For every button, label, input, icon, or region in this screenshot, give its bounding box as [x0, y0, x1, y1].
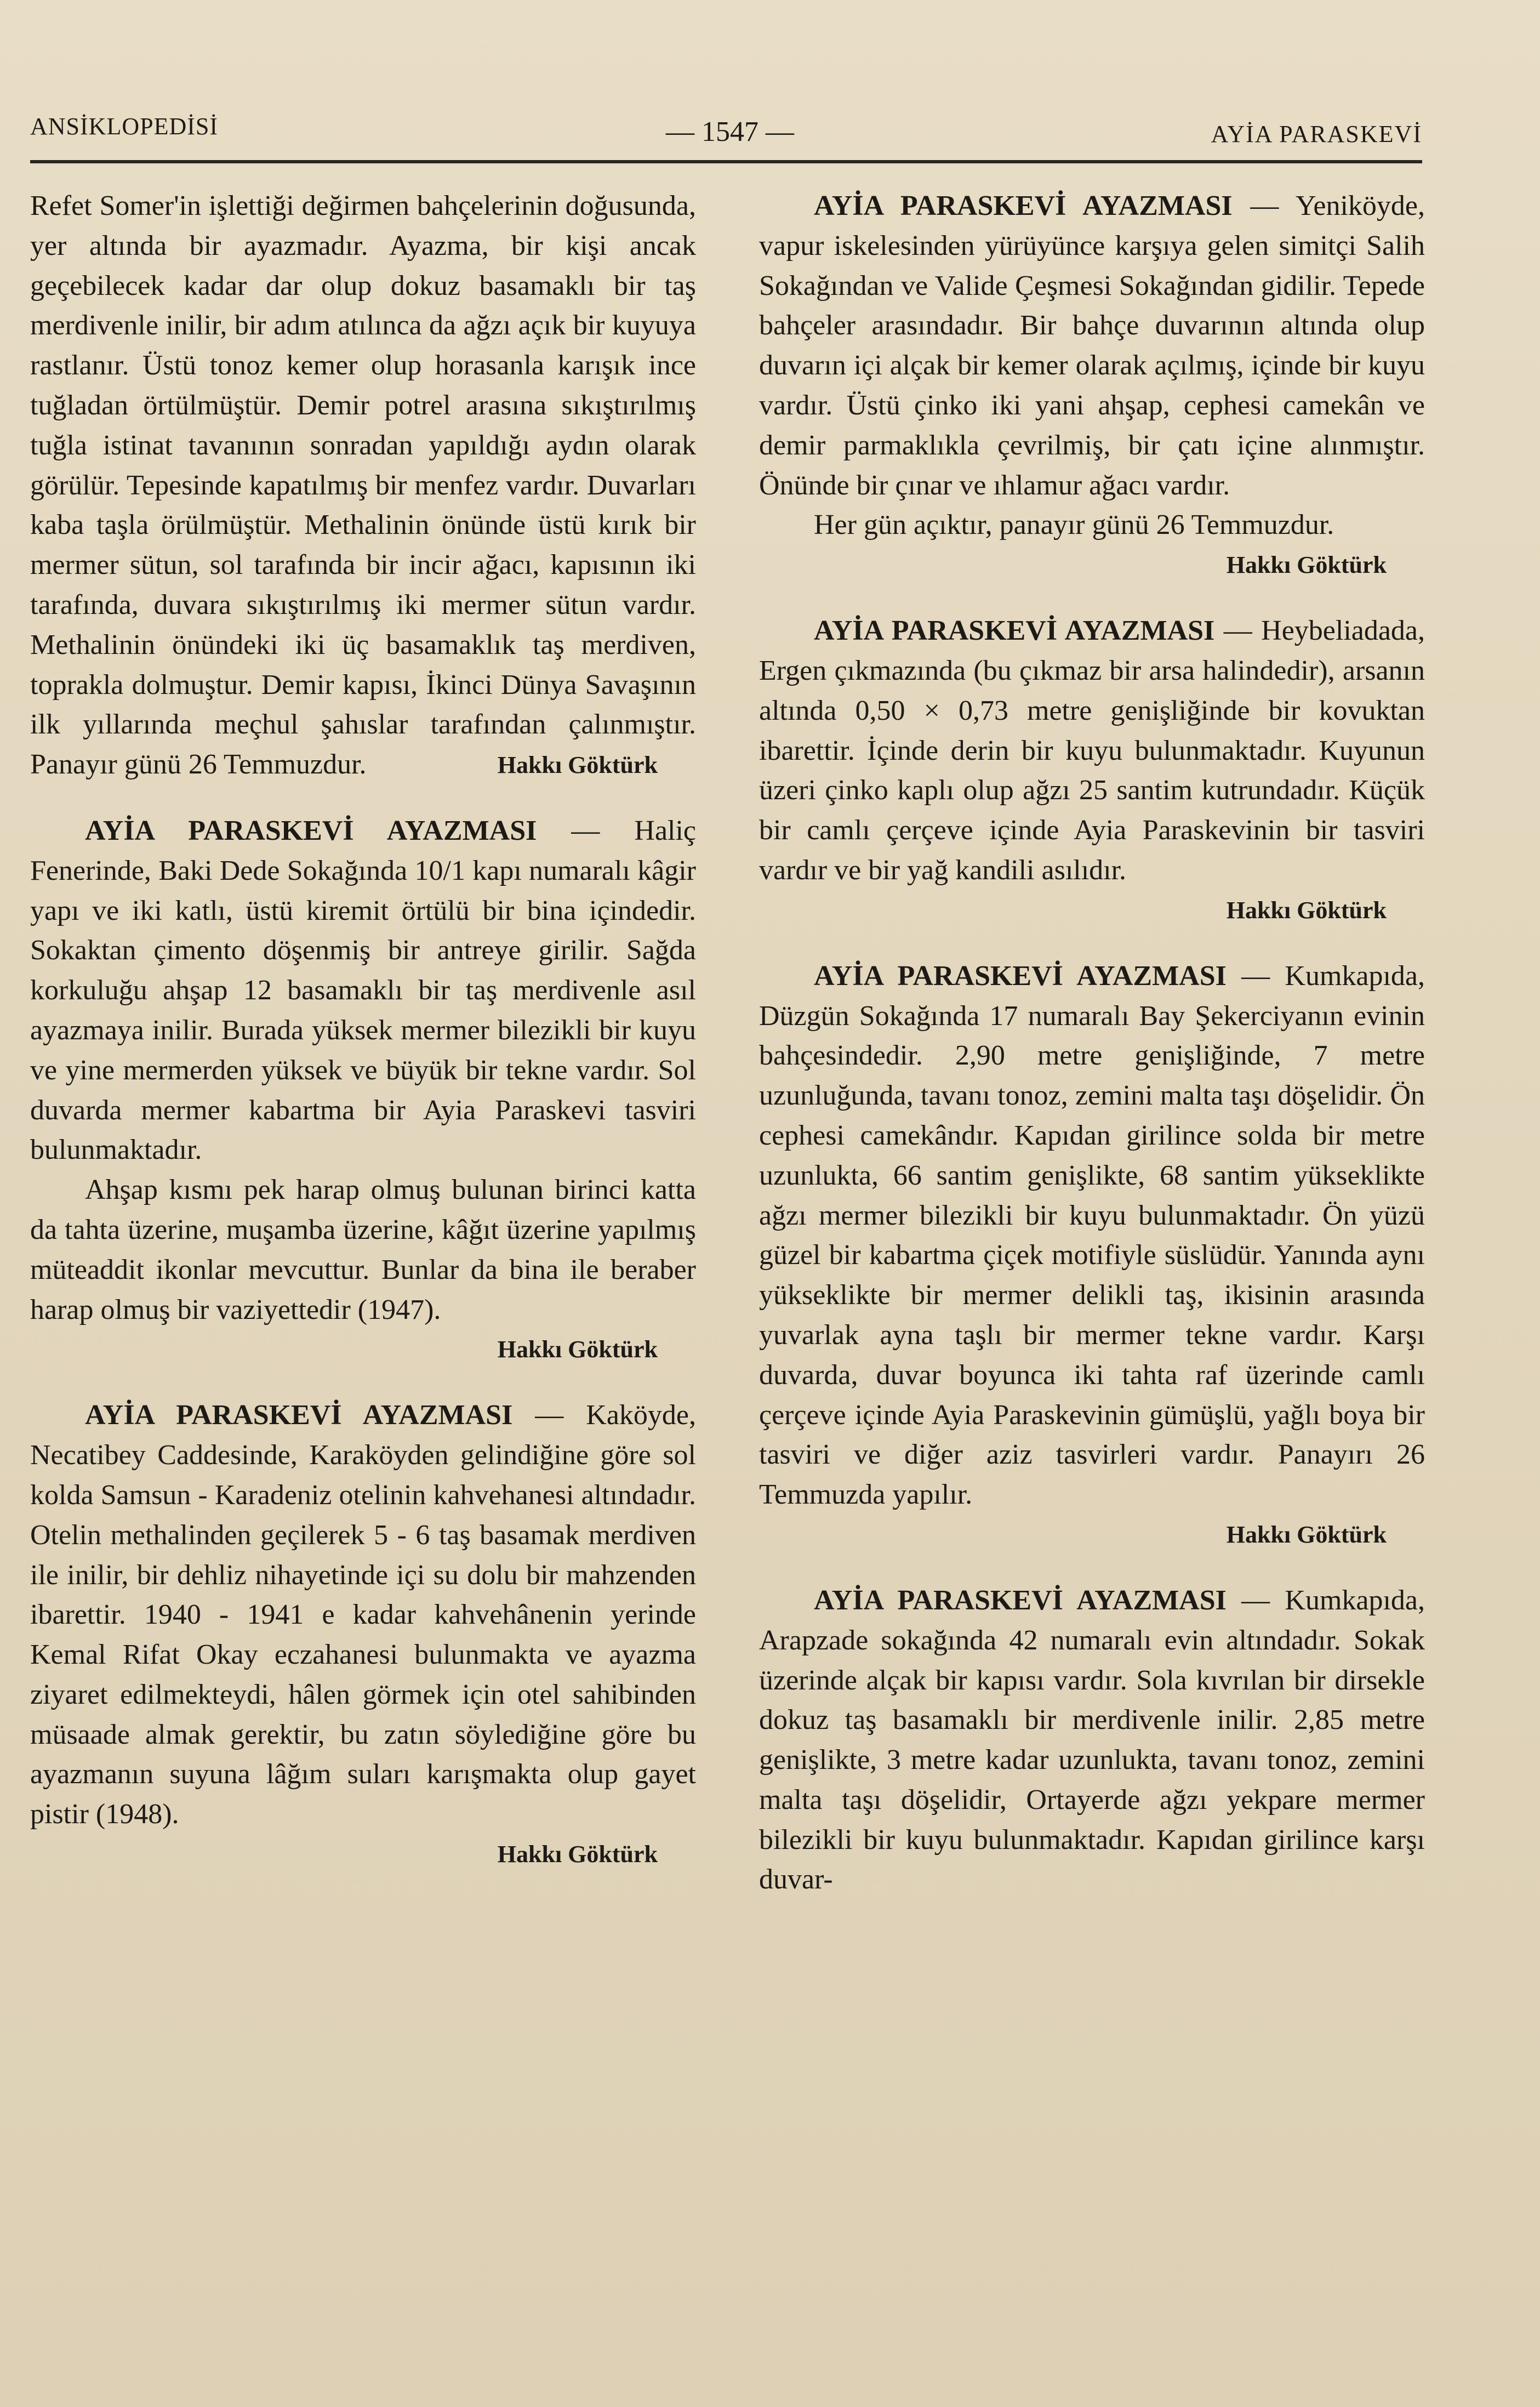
entry-title: AYİA PARASKEVİ AYAZMASI [814, 615, 1215, 647]
entry-body: Kumkapıda, Arapzade sokağında 42 numaralı evin altındadır. Sokak üzerinde alçak bir kapısı vardır. Sola kıvrılan bir dirsekle dokuz taş basamaklı bir merdivenle inilir. 2,85 metre genişlikte, 3 metre kadar uzunlukta, tavanı tonoz, zemini malta taşı döşelidir, Ortayerde ağzı yekpare mermer bilezikli bir kuyu bulunmaktadır. Kapıdan girilince karşı duvar- [759, 1584, 1425, 1896]
entry-kabakoy [30, 1396, 696, 1874]
page-number: — 1547 — [666, 116, 794, 147]
entry-body: Heybeliadada, Ergen çıkmazında (bu çıkmaz bir arsa halindedir), arsanın altında 0,50 × 0,73 metre genişliğinde bir kovuktan ibarettir. İçinde derin bir kuyu bulunmaktadır. Kuyunun üzeri çinko kaplı olup ağzı 25 santim kutrundadır. Küçük bir camlı çerçeve içinde Ayia Paraskevinin bir tasviri vardır ve bir yağ kandili asılıdır. [759, 615, 1425, 886]
entry-paragraph: Her gün açıktır, panayır günü 26 Temmuzdur. [814, 509, 1334, 541]
header-left-title: ANSİKLOPEDİSİ [30, 113, 218, 140]
entry-title: AYİA PARASKEVİ AYAZMASI [814, 190, 1233, 221]
author-signature: Hakkı Göktürk [497, 1841, 658, 1868]
entry-kumkapi-arapzade [759, 1581, 1425, 1900]
entry-continuation [30, 186, 696, 785]
entry-heybeliada [759, 611, 1425, 930]
entry-dash: — [1226, 960, 1285, 992]
entry-title: AYİA PARASKEVİ AYAZMASI [85, 815, 537, 846]
author-signature: Hakkı Göktürk [1226, 1521, 1387, 1548]
entry-body: Refet Somer'in işlettiği değirmen bahçelerinin doğusunda, yer altında bir ayazmadır. Ayazma, bir kişi ancak geçebilecek kadar dar olup dokuz basamaklı bir taş merdivenle inilir, bir adım atılınca da ağzı açık bir kuyuya rastlanır. Üstü tonoz kemer olup horasanla karışık ince tuğladan örtülmüştür. Demir potrel arasına sıkıştırılmış tuğla istinat tavanının sonradan yapıldığı aydın olarak görülür. Tepesinde kapatılmış bir menfez vardır. Duvarları kaba taşla örülmüştür. Methalinin önünde üstü kırık bir mermer sütun, sol tarafında bir incir ağacı, kapısının iki tarafında, duvara sıkıştırılmış iki mermer sütun vardır. Methalinin önündeki iki üç basamaklık taş merdiven, toprakla dolmuştur. Demir kapısı, İkinci Dünya Savaşının ilk yıllarında meçhul şahıslar tarafından çalınmıştır. Panayır günü 26 Temmuzdur. [30, 190, 696, 781]
author-signature: Hakkı Göktürk [1226, 551, 1387, 579]
left-column [30, 186, 696, 1874]
entry-paragraph: Ahşap kısmı pek harap olmuş bulunan birinci katta da tahta üzerine, muşamba üzerine, kâğıt üzerine yapılmış müteaddit ikonlar mevcuttur. Bunlar da bina ile beraber harap olmuş bir vaziyettedir (1947). [30, 1174, 696, 1325]
header-rule [30, 160, 1422, 163]
entry-title: AYİA PARASKEVİ AYAZMASI [814, 960, 1227, 992]
right-column [759, 186, 1425, 1900]
entry-body: Kaköyde, Necatibey Caddesinde, Karaköyden gelindiğine göre sol kolda Samsun - Karadeniz otelinin kahvehanesi altındadır. Otelin methalinden geçilerek 5 - 6 taş basamak merdiven ile inilir, bir dehliz nihayetinde içi su dolu bir mahzenden ibarettir. 1940 - 1941 e kadar kahvehânenin yerinde Kemal Rifat Okay eczahanesi bulunmakta ve ayazma ziyaret edilmekteydi, hâlen görmek için otel sahibinden müsaade almak gerektir, bu zatın söylediğine göre bu ayazmanın suyuna lâğım suları karışmakta olup gayet pistir (1948). [30, 1399, 696, 1830]
entry-dash: — [512, 1399, 586, 1431]
entry-dash: — [537, 815, 635, 846]
entry-body: Haliç Fenerinde, Baki Dede Sokağında 10/1 kapı numaralı kâgir yapı ve iki katlı, üstü kiremit örtülü bir bina içindedir. Sokaktan çimento döşenmiş bir antreye girilir. Sağda korkuluğu ahşap 12 basamaklı bir taş merdivenle asıl ayazmaya inilir. Burada yüksek mermer bilezikli bir kuyu ve yine mermerden yüksek ve büyük bir tekne vardır. Sol duvarda mermer kabartma bir Ayia Paraskevi tasviri bulunmaktadır. [30, 815, 697, 1166]
entry-dash: — [1232, 190, 1296, 221]
author-signature: Hakkı Göktürk [1226, 896, 1387, 924]
entry-kumkapi-duzgun [759, 957, 1425, 1555]
entry-halic [30, 811, 696, 1369]
entry-yenikoy [759, 186, 1425, 585]
entry-body: Kumkapıda, Düzgün Sokağında 17 numaralı Bay Şekerciyanın evinin bahçesindedir. 2,90 metre genişliğinde, 7 metre uzunluğunda, tavanı tonoz, zemini malta taşı döşelidir. Ön cephesi camekândır. Kapıdan girilince solda bir metre uzunlukta, 66 santim genişlikte, 68 santim yükseklikte ağzı mermer bilezikli bir kuyu bulunmaktadır. Ön yüzü güzel bir kabartma çiçek motifiyle süslüdür. Yanında aynı yükseklikte bir mermer delikli taş, ikisinin arasında yuvarlak ayna taşlı bir mermer tekne vardır. Karşı duvarda, duvar boyunca iki tahta raf üzerinde camlı çerçeve içinde Ayia Paraskevinin gümüşlü, yağlı boya bir tasviri ve diğer aziz tasvirleri vardır. Panayırı 26 Temmuzda yapılır. [759, 960, 1425, 1511]
author-signature: Hakkı Göktürk [497, 751, 658, 778]
page-header [30, 112, 1422, 156]
entry-body: Yeniköyde, vapur iskelesinden yürüyünce karşıya gelen simitçi Salih Sokağından ve Valide Çeşmesi Sokağından gidilir. Tepede bahçeler arasındadır. Bir bahçe duvarının altında olup duvarın içi alçak bir kemer olarak açılmış, içinde bir kuyu vardır. Üstü çinko iki yani ahşap, cephesi camekân ve demir parmaklıkla çevrilmiş, bir çatı içine alınmıştır. Önünde bir çınar ve ıhlamur ağacı vardır. [759, 190, 1425, 501]
entry-title: AYİA PARASKEVİ AYAZMASI [814, 1584, 1227, 1616]
entry-title: AYİA PARASKEVİ AYAZMASI [85, 1399, 513, 1431]
header-right-title: AYİA PARASKEVİ [1211, 121, 1422, 147]
author-signature: Hakkı Göktürk [497, 1336, 658, 1363]
entry-dash: — [1226, 1584, 1285, 1616]
entry-dash: — [1214, 615, 1262, 647]
